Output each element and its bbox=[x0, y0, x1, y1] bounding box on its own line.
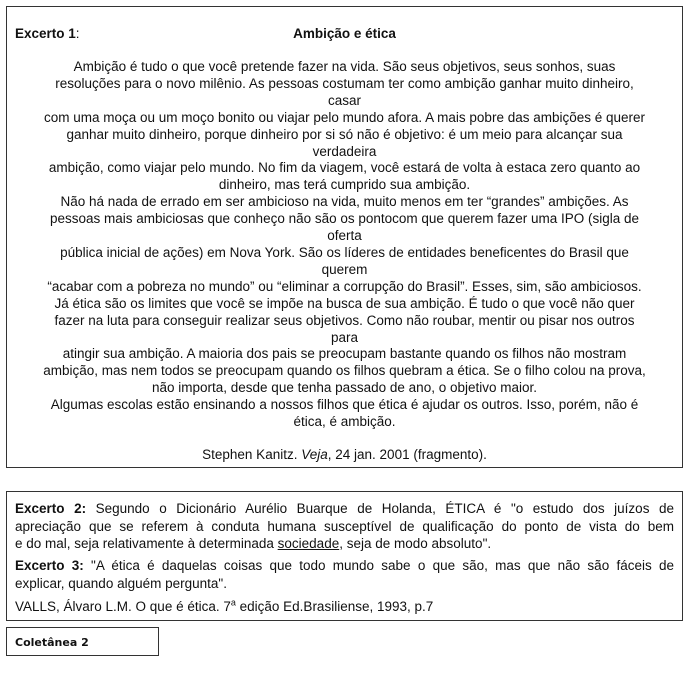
text-line: não importa, desde que tenha passado de ano, o objetivo maior. bbox=[151, 380, 538, 396]
citation-details: , 24 jan. 2001 (fragmento). bbox=[327, 447, 487, 462]
text-line: com uma moça ou um moço bonito ou viajar pelo mundo afora. A mais pobre das ambições é querer bbox=[43, 109, 646, 125]
underlined-term: sociedade bbox=[277, 536, 340, 551]
text-line: pública inicial de ações) em Nova York. São os líderes de entidades beneficentes do Brasil que bbox=[60, 244, 629, 260]
text-line: oferta bbox=[327, 228, 362, 244]
text-line: Excerto 3: "A ética é daquelas coisas que todo mundo sabe o que são, mas que não são fáceis de bbox=[15, 558, 674, 573]
text-line: apreciação que se referem à conduta humana susceptível de qualificação do ponto de vista do bem bbox=[15, 518, 674, 534]
text-line: fazer na luta para conseguir realizar seus objetivos. Como não roubar, mentir ou pisar nos outros bbox=[54, 312, 635, 328]
text-line: Excerto 2: Segundo o Dicionário Aurélio Buarque de Holanda, ÉTICA é "o estudo dos juízos de bbox=[15, 501, 674, 516]
text-line: casar bbox=[327, 92, 361, 108]
excerpt-1-body bbox=[15, 59, 674, 431]
text-line: “acabar com a pobreza no mundo” ou “eliminar a corrupção do Brasil”. Esses, sim, são ambiciosos. bbox=[47, 278, 642, 294]
text-line: explicar, quando alguém pergunta". bbox=[15, 575, 227, 591]
text-line: ganhar muito dinheiro, porque dinheiro por si só não é objetivo: é um meio para alcançar sua bbox=[66, 126, 623, 142]
excerpt-1-box bbox=[6, 6, 683, 468]
excerpt-3-label: Excerto 3: bbox=[15, 558, 84, 573]
excerpt-3 bbox=[15, 557, 674, 592]
text-line: Algumas escolas estão ensinando a nossos filhos que ética é ajudar os outros. Isso, porém, não é bbox=[50, 397, 639, 413]
excerpt-1-title: Ambição e ética bbox=[293, 26, 396, 41]
text-line: pessoas mais ambiciosas que conheço não são os pontocom que querem fazer uma IPO (sigla de bbox=[49, 211, 640, 227]
text-line: ética, é ambição. bbox=[293, 414, 396, 430]
text-line: e do mal, seja relativamente à determinada sociedade, seja de modo absoluto". bbox=[15, 536, 492, 551]
text-line: Ambição é tudo o que você pretende fazer na vida. São seus objetivos, seus sonhos, suas bbox=[73, 59, 616, 74]
source-citation bbox=[15, 598, 674, 616]
text-line: Já ética são os limites que você se impõe na busca de sua ambição. É tudo o que você não quer bbox=[54, 295, 635, 311]
text-line: atingir sua ambição. A maioria dos pais se preocupam bastante quando os filhos não mostram bbox=[62, 346, 627, 362]
text-line: querem bbox=[321, 261, 368, 277]
text-line: ambição, como viajar pelo mundo. No fim da viagem, você estará de volta à estaca zero quanto ao bbox=[48, 160, 641, 176]
text-line: para bbox=[330, 329, 359, 345]
citation-author: Stephen Kanitz. bbox=[202, 447, 298, 462]
excerpts-2-3-box bbox=[6, 491, 683, 621]
excerpt-1-citation bbox=[7, 447, 682, 462]
citation-journal: Veja bbox=[301, 447, 328, 462]
text-line: verdadeira bbox=[312, 143, 377, 159]
collection-box bbox=[6, 627, 159, 656]
text-line: resoluções para o novo milênio. As pessoas costumam ter como ambição ganhar muito dinheiro, bbox=[55, 75, 634, 91]
superscript: a bbox=[230, 597, 236, 608]
text-line: VALLS, Álvaro L.M. O que é ética. 7$^a$ edição Ed.Brasiliense, 1993, p.7 bbox=[15, 597, 434, 614]
text-line: Não há nada de errado em ser ambicioso na vida, muito menos em ter “grandes” ambições. As bbox=[60, 194, 629, 210]
collection-label: Coletânea 2 bbox=[15, 636, 89, 649]
text-line: ambição, mas nem todos se preocupam quando os filhos quebram a ética. Se o filho colou na prova, bbox=[43, 363, 646, 379]
excerpt-1-label: Excerto 1: bbox=[15, 26, 80, 41]
excerpt-2 bbox=[15, 500, 674, 553]
text-line: dinheiro, mas terá cumprido sua ambição. bbox=[218, 177, 471, 193]
excerpt-2-label: Excerto 2: bbox=[15, 501, 87, 516]
